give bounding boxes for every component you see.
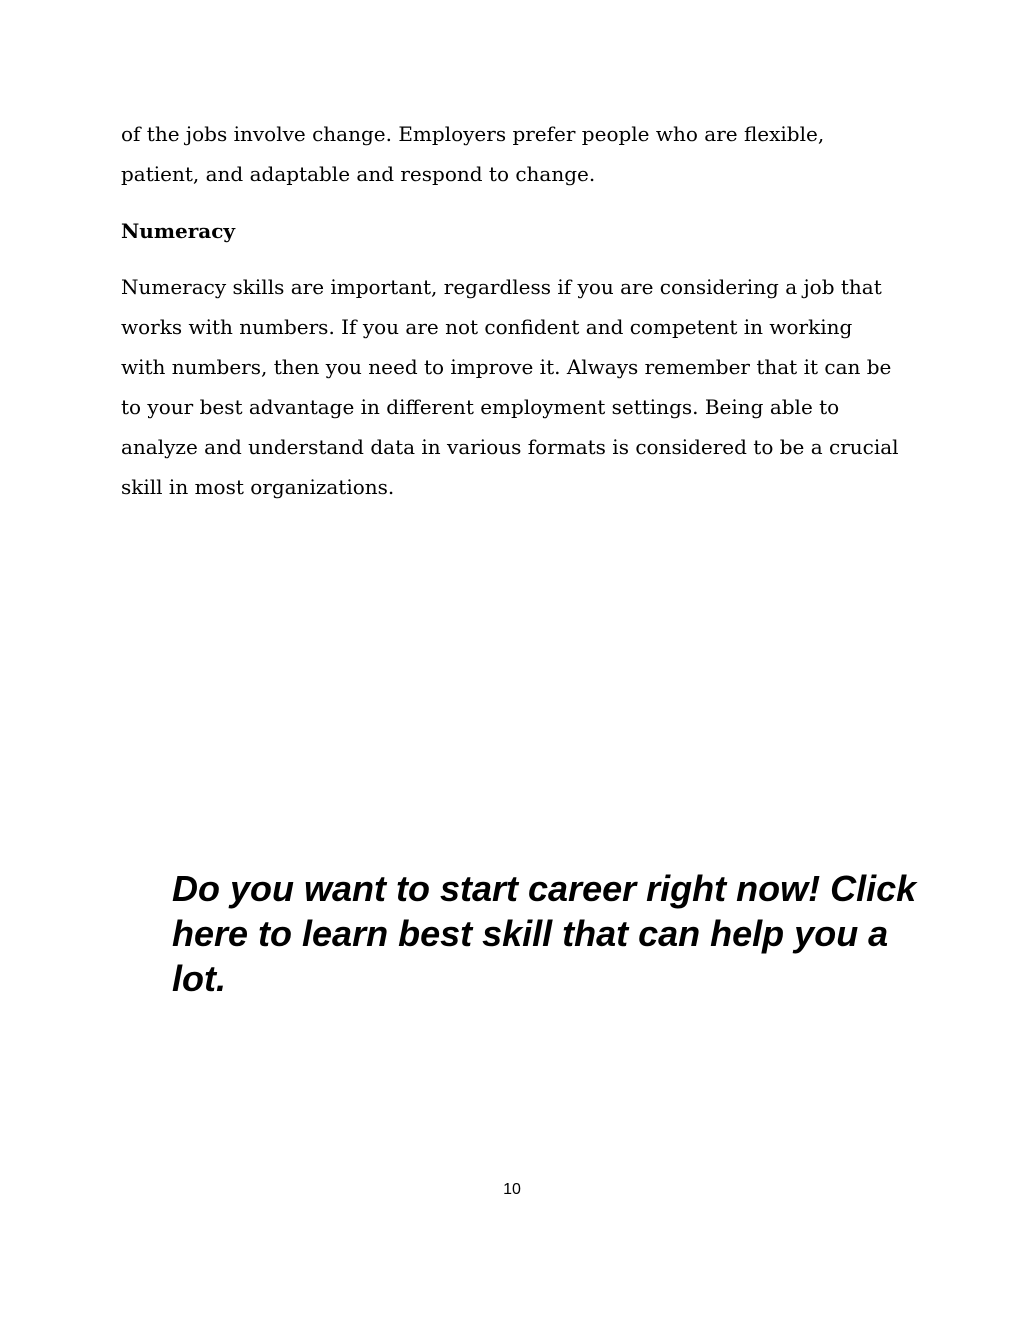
- cta-line: here to learn best skill that can help you a: [172, 913, 889, 954]
- paragraph-line: of the jobs involve change. Employers prefer people who are flexible,: [121, 122, 825, 146]
- paragraph-line: to your best advantage in different employment settings. Being able to: [121, 395, 840, 419]
- paragraph-line: patient, and adaptable and respond to change.: [121, 162, 596, 186]
- career-cta-link[interactable]: [172, 866, 952, 1001]
- section-heading: Numeracy: [121, 219, 236, 243]
- numeracy-paragraph: [121, 267, 921, 507]
- paragraph-line: Numeracy skills are important, regardless if you are considering a job that: [121, 275, 882, 299]
- paragraph-line: skill in most organizations.: [121, 475, 395, 499]
- cta-line: lot.: [172, 958, 226, 999]
- page-number: 10: [503, 1181, 521, 1198]
- paragraph-line: with numbers, then you need to improve it. Always remember that it can be: [121, 355, 892, 379]
- intro-paragraph: [121, 114, 921, 194]
- paragraph-line: analyze and understand data in various formats is considered to be a crucial: [121, 435, 899, 459]
- cta-line: Do you want to start career right now! Click: [172, 868, 917, 909]
- paragraph-line: works with numbers. If you are not confident and competent in working: [121, 315, 853, 339]
